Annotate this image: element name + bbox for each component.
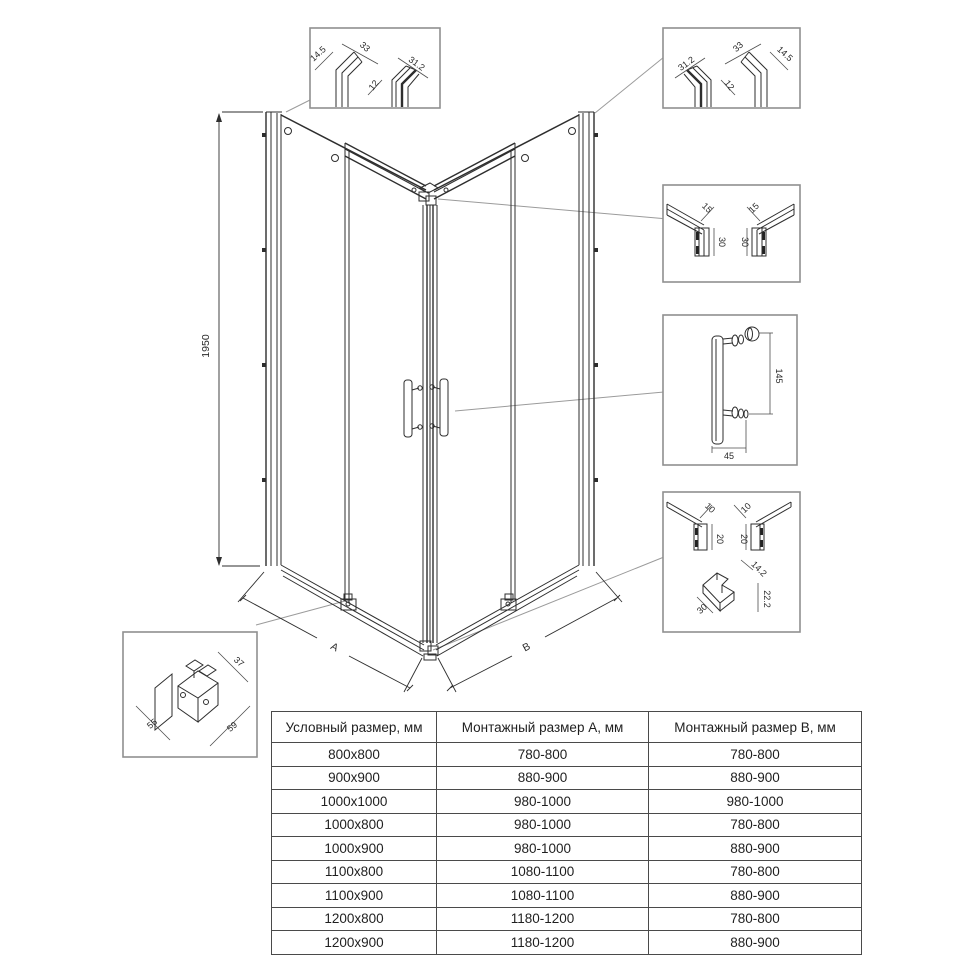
cell-size: 1100x800 bbox=[272, 860, 437, 884]
cell-size: 1000x800 bbox=[272, 813, 437, 837]
roller-screw-icon bbox=[285, 128, 292, 135]
cell-b: 880-900 bbox=[649, 837, 862, 861]
cell-a: 880-900 bbox=[437, 766, 649, 790]
dim-label: 30 bbox=[694, 601, 710, 616]
dim-label: 12 bbox=[722, 78, 737, 93]
table-row bbox=[272, 860, 862, 884]
dim-label: 33 bbox=[730, 39, 746, 54]
door-handles bbox=[404, 379, 448, 437]
cell-size: 1000x1000 bbox=[272, 790, 437, 814]
left-handle bbox=[404, 380, 412, 437]
dim-label: 59 bbox=[225, 719, 240, 734]
dim-label: 15 bbox=[746, 200, 761, 215]
corner-column bbox=[419, 183, 438, 660]
cell-a: 1180-1200 bbox=[437, 907, 649, 931]
cell-b: 780-800 bbox=[649, 813, 862, 837]
size-table bbox=[271, 711, 862, 955]
dim-label: 30 bbox=[740, 236, 750, 248]
callout-wall-profile-left bbox=[308, 28, 440, 108]
right-handle bbox=[440, 379, 448, 436]
cell-a: 980-1000 bbox=[437, 837, 649, 861]
cell-b: 880-900 bbox=[649, 884, 862, 908]
dim-label: 14.5 bbox=[308, 44, 328, 64]
cell-size: 1000x900 bbox=[272, 837, 437, 861]
top-rails bbox=[285, 128, 576, 200]
cell-size: 900x900 bbox=[272, 766, 437, 790]
cell-size: 1200x900 bbox=[272, 931, 437, 955]
table-row bbox=[272, 766, 862, 790]
callout-wall-profile-right bbox=[663, 28, 800, 108]
dim-label: 31.2 bbox=[406, 54, 427, 73]
cell-a: 980-1000 bbox=[437, 813, 649, 837]
cell-size: 1200x800 bbox=[272, 907, 437, 931]
cell-b: 880-900 bbox=[649, 931, 862, 955]
cell-b: 980-1000 bbox=[649, 790, 862, 814]
cell-a: 780-800 bbox=[437, 743, 649, 767]
height-dimension bbox=[216, 112, 263, 566]
table-row bbox=[272, 790, 862, 814]
table-row bbox=[272, 931, 862, 955]
cell-a: 980-1000 bbox=[437, 790, 649, 814]
cell-b: 780-800 bbox=[649, 743, 862, 767]
callout-roller-bracket bbox=[123, 632, 257, 757]
header-mount-size-b: Монтажный размер B, мм bbox=[649, 712, 862, 743]
cell-size: 800x800 bbox=[272, 743, 437, 767]
dim-label: 33 bbox=[357, 39, 373, 54]
dim-label: 55 bbox=[145, 716, 160, 731]
dimension-a bbox=[238, 572, 422, 692]
roller-screw-icon bbox=[569, 128, 576, 135]
roller-screw-icon bbox=[412, 188, 416, 192]
dim-label: 20 bbox=[739, 533, 749, 545]
callout-top-rail-section bbox=[663, 185, 800, 282]
dim-label: 12 bbox=[366, 78, 381, 93]
leader-lines bbox=[256, 57, 668, 650]
left-wall-profile bbox=[262, 112, 282, 566]
right-wall-profile bbox=[578, 112, 598, 566]
dim-b-label: B bbox=[520, 640, 533, 655]
table-row bbox=[272, 837, 862, 861]
dim-label: 10 bbox=[703, 500, 718, 515]
cell-a: 1080-1100 bbox=[437, 884, 649, 908]
callout-handle bbox=[663, 315, 797, 465]
header-mount-size-a: Монтажный размер A, мм bbox=[437, 712, 649, 743]
dim-label: 31.2 bbox=[676, 54, 697, 73]
table-header-row bbox=[272, 712, 862, 743]
cell-b: 780-800 bbox=[649, 907, 862, 931]
dim-label: 22.2 bbox=[762, 590, 772, 608]
callout-bottom-rail-section bbox=[663, 492, 800, 632]
cell-b: 880-900 bbox=[649, 766, 862, 790]
dim-label: 145 bbox=[774, 368, 784, 384]
roller-screw-icon bbox=[444, 188, 448, 192]
roller-screw-icon bbox=[522, 155, 529, 162]
dim-label: 10 bbox=[738, 500, 753, 515]
cell-size: 1100x900 bbox=[272, 884, 437, 908]
table-row bbox=[272, 907, 862, 931]
height-dim-label: 1950 bbox=[200, 334, 212, 358]
dim-label: 45 bbox=[723, 451, 735, 461]
table-row bbox=[272, 813, 862, 837]
header-nominal-size: Условный размер, мм bbox=[272, 712, 437, 743]
table-row bbox=[272, 884, 862, 908]
dim-a-label: A bbox=[328, 640, 341, 655]
dim-label: 14.5 bbox=[775, 44, 795, 64]
table-row bbox=[272, 743, 862, 767]
roller-screw-icon bbox=[332, 155, 339, 162]
dim-label: 15 bbox=[700, 200, 715, 215]
cell-a: 1080-1100 bbox=[437, 860, 649, 884]
dim-label: 37 bbox=[231, 654, 247, 669]
bottom-rollers bbox=[341, 594, 516, 610]
dimension-b bbox=[438, 572, 622, 692]
dim-label: 30 bbox=[717, 236, 727, 248]
dim-label: 14.2 bbox=[749, 559, 769, 579]
cell-b: 780-800 bbox=[649, 860, 862, 884]
main-drawing bbox=[216, 112, 622, 692]
dim-label: 20 bbox=[715, 533, 725, 545]
cell-a: 1180-1200 bbox=[437, 931, 649, 955]
